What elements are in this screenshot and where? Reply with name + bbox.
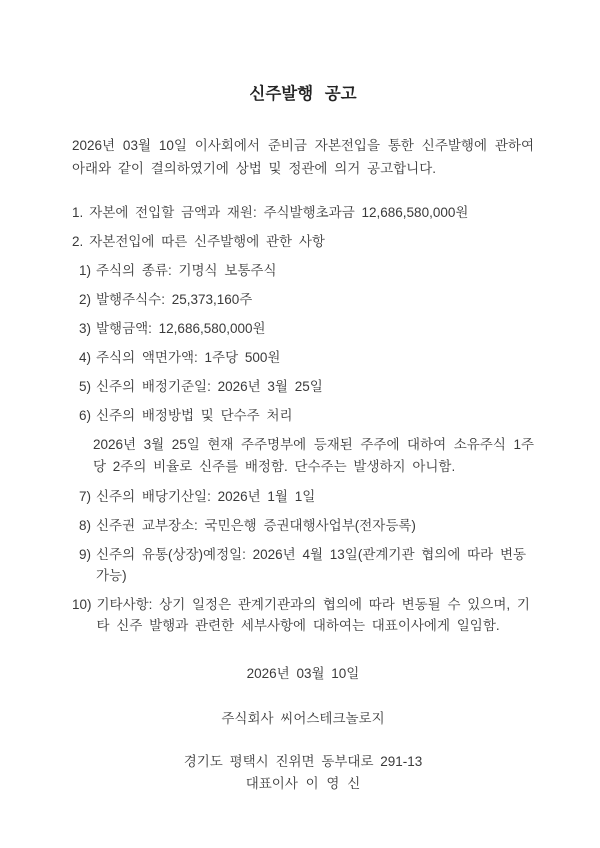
list-item bbox=[72, 231, 534, 252]
item-number: 2. bbox=[72, 234, 84, 249]
item-number: 7) bbox=[78, 489, 91, 504]
list-item bbox=[72, 289, 534, 310]
item-text: 주식의 액면가액: 1주당 500원 bbox=[96, 350, 281, 365]
item-text: 주식의 종류: 기명식 보통주식 bbox=[96, 263, 277, 278]
company-name: 주식회사 씨어스테크놀로지 bbox=[221, 711, 385, 726]
item-text: 신주권 교부장소: 국민은행 증권대행사업부(전자등록) bbox=[96, 518, 416, 533]
intro-paragraph: 2026년 03월 10일 이사회에서 준비금 자본전입을 통한 신주발행에 관하여 아래와 같이 결의하였기에 상법 및 정관에 의거 공고합니다. bbox=[72, 138, 534, 176]
company-address: 경기도 평택시 진위면 동부대로 291-13 bbox=[183, 754, 423, 769]
main-list bbox=[72, 202, 534, 252]
item-text: 발행금액: 12,686,580,000원 bbox=[96, 321, 266, 336]
list-item bbox=[72, 486, 534, 507]
item-number: 10) bbox=[72, 597, 92, 612]
list-item bbox=[72, 515, 534, 536]
item-number: 6) bbox=[78, 408, 91, 423]
item-number: 8) bbox=[78, 518, 91, 533]
list-item bbox=[72, 202, 534, 223]
sub-list bbox=[72, 260, 534, 636]
list-item bbox=[72, 544, 534, 586]
item-number: 4) bbox=[78, 350, 91, 365]
item-number: 1) bbox=[78, 263, 91, 278]
item-text: 신주의 배정방법 및 단수주 처리 bbox=[96, 408, 293, 423]
item-text: 발행주식수: 25,373,160주 bbox=[96, 292, 253, 307]
ceo-name: 대표이사 이 영 신 bbox=[245, 776, 361, 791]
item-text: 자본에 전입할 금액과 재원: 주식발행초과금 12,686,580,000원 bbox=[89, 205, 469, 220]
item-number: 2) bbox=[78, 292, 91, 307]
list-item bbox=[72, 405, 534, 426]
item-text: 자본전입에 따른 신주발행에 관한 사항 bbox=[89, 234, 325, 249]
page-title: 신주발행 공고 bbox=[249, 85, 357, 103]
list-item bbox=[72, 376, 534, 397]
item-text: 신주의 배정기준일: 2026년 3월 25일 bbox=[96, 379, 323, 394]
list-item bbox=[72, 260, 534, 281]
allocation-note-paragraph: 2026년 3월 25일 현재 주주명부에 등재된 주주에 대하여 소유주식 1주당 2주의 비율로 신주를 배정함. 단수주는 발생하지 아니함. bbox=[93, 437, 534, 474]
item-number: 1. bbox=[72, 205, 84, 220]
item-number: 9) bbox=[78, 547, 91, 562]
list-item bbox=[72, 318, 534, 339]
item-text: 신주의 배당기산일: 2026년 1월 1일 bbox=[96, 489, 316, 504]
list-item bbox=[72, 594, 534, 636]
item-number: 5) bbox=[78, 379, 91, 394]
item-text: 기타사항: 상기 일정은 관계기관과의 협의에 따라 변동될 수 있으며, 기타 신주 발행과 관련한 세부사항에 대하여는 대표이사에게 일임함. bbox=[96, 597, 530, 633]
list-item bbox=[72, 347, 534, 368]
announcement-date: 2026년 03월 10일 bbox=[246, 666, 360, 681]
item-text: 신주의 유통(상장)예정일: 2026년 4월 13일(관계기관 협의에 따라 변동 가능) bbox=[96, 547, 527, 583]
item-number: 3) bbox=[78, 321, 91, 336]
